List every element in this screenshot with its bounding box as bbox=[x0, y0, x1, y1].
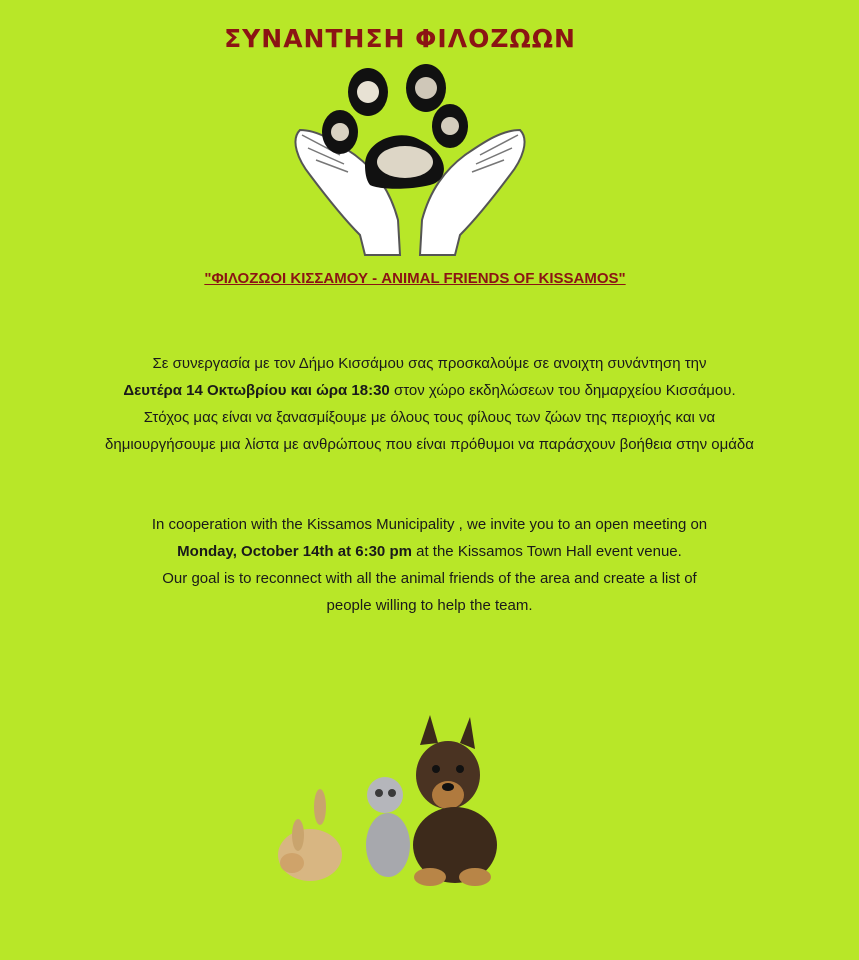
english-intro: In cooperation with the Kissamos Municipality , we invite you to an open meeting on bbox=[151, 516, 708, 533]
pets-group-photo bbox=[270, 715, 500, 890]
english-goal-1: Our goal is to reconnect with all the animal friends of the area and create a list of bbox=[162, 570, 697, 587]
greek-intro: Σε συνεργασία με τον Δήμο Κισσάμου σας προσκαλούμε σε ανοιχτη συνάντηση την bbox=[152, 355, 707, 372]
greek-goal-1: Στόχος μας είναι να ξανασμίξουμε με όλους τους φίλους των ζώων της περιοχής και να bbox=[143, 409, 716, 426]
greek-goal-2: δημιουργήσουμε μια λίστα με ανθρώπους που είναι πρόθυμοι να παράσχουν βοήθεια στην ομάδα bbox=[105, 436, 754, 453]
greek-date-rest: στον χώρο εκδηλώσεων του δημαρχείου Κισσάμου. bbox=[389, 382, 736, 399]
page-title: ΣΥΝΑΝΤΗΣΗ ΦΙΛΟΖΩΩΝ bbox=[224, 24, 576, 53]
english-date-bold: Monday, October 14th at 6:30 pm bbox=[177, 543, 412, 560]
english-date-line bbox=[0, 538, 859, 565]
greek-date-bold: Δευτέρα 14 Οκτωβρίου και ώρα 18:30 bbox=[123, 382, 390, 399]
greek-announcement bbox=[0, 350, 859, 458]
english-goal-2: people willing to help the team. bbox=[326, 597, 533, 614]
english-date-rest: at the Kissamos Town Hall event venue. bbox=[411, 543, 682, 560]
english-announcement bbox=[0, 511, 859, 619]
group-name-heading: "ΦΙΛΟΖΩΟΙ ΚΙΣΣΑΜΟΥ - ANIMAL FRIENDS OF KISSAMOS" bbox=[204, 270, 626, 287]
greek-date-line bbox=[0, 377, 859, 404]
paw-hands-logo bbox=[280, 60, 540, 260]
